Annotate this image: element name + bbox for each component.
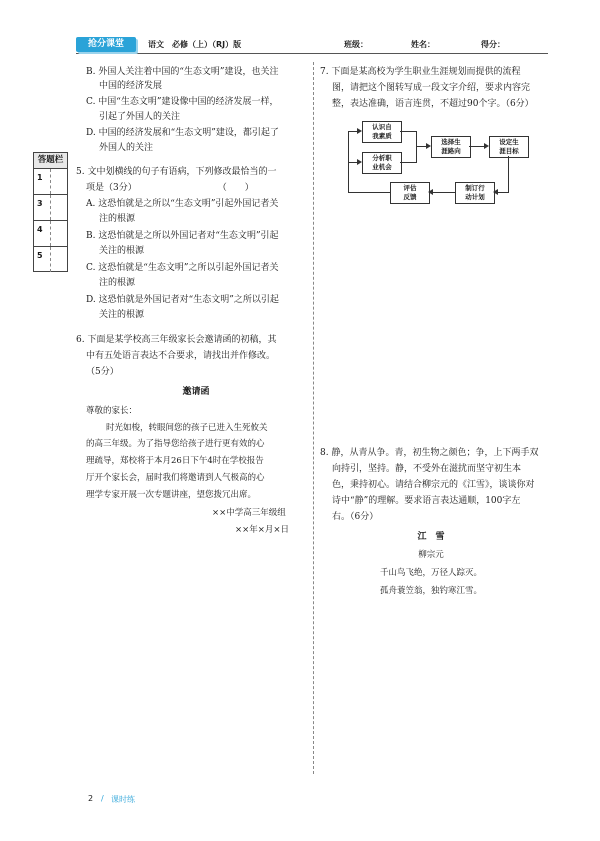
- answer-box-title: 答题栏: [34, 153, 67, 169]
- footer-separator: /: [101, 794, 104, 803]
- q5-option-d: D. 这恐怕就是外国记者对“生态文明”之所以引起: [86, 295, 279, 305]
- letter-title: 邀请函: [182, 387, 210, 397]
- q5-option-c-cont: 注的根源: [99, 278, 136, 288]
- q6-score: （5分）: [86, 367, 119, 377]
- q5-option-a-cont: 注的根源: [99, 214, 136, 224]
- q8-stem-cont: 向持引，坚持。静，不受外在滋扰而坚守初生本: [332, 464, 522, 474]
- footer-label: 课时练: [111, 795, 135, 804]
- answer-row[interactable]: [34, 221, 67, 247]
- answer-row-number: 3: [37, 199, 43, 208]
- score-label: 得分：: [481, 40, 505, 49]
- letter-line: 厅开个家长会，届时我们将邀请到人气极高的心: [86, 473, 265, 483]
- letter-sender: ××中学高三年级组: [212, 508, 286, 518]
- flow-box-evaluate-feedback: 评估 反馈: [390, 182, 430, 204]
- answer-row[interactable]: [34, 195, 67, 221]
- q7-stem-cont: 整，表达准确，语言连贯，不超过90个字。（6分）: [332, 99, 534, 109]
- q4-option-d-cont: 外国人的关注: [99, 143, 154, 153]
- q8-stem-cont: 右。（6分）: [332, 512, 379, 522]
- q4-option-c: C. 中国“生态文明”建设像中国的经济发展一样，: [86, 97, 279, 107]
- q5-option-b-cont: 关注的根源: [99, 246, 145, 256]
- q4-option-b: B. 外国人关注着中国的“生态文明”建设，也关注: [86, 67, 279, 77]
- answer-row-number: 1: [37, 173, 43, 182]
- q4-option-c-cont: 引起了外国人的关注: [99, 112, 181, 122]
- poem-author: 柳宗元: [418, 550, 444, 560]
- poem-line: 孤舟蓑笠翁，独钓寒江雪。: [379, 586, 482, 596]
- letter-line: 的高三年级。为了指导您给孩子进行更有效的心: [86, 439, 265, 449]
- q5-stem-cont: 项是（3分） （ ）: [86, 183, 254, 193]
- column-divider: [313, 62, 314, 774]
- q5-option-c: C. 这恐怕就是“生态文明”之所以引起外国记者关: [86, 263, 279, 273]
- flow-box-action-plan: 制订行 动计划: [455, 182, 495, 204]
- page-number: 2: [88, 794, 94, 803]
- brand-badge: 抢分课堂: [76, 37, 136, 52]
- q5-option-d-cont: 关注的根源: [99, 310, 145, 320]
- flow-box-choose-path: 选择生 涯路向: [431, 136, 471, 158]
- answer-row-number: 5: [37, 251, 43, 260]
- q4-option-b-cont: 中国的经济发展: [99, 81, 163, 91]
- q7-stem-cont: 图，请把这个图转写成一段文字介绍，要求内容完: [332, 83, 531, 93]
- letter-line: 时光如梭，转眼间您的孩子已进入生死攸关: [106, 423, 268, 433]
- answer-row[interactable]: [34, 169, 67, 195]
- subject-label: 语文 必修（上）（RJ）版: [148, 40, 242, 49]
- page-header: [76, 37, 548, 54]
- poem-title: 江 雪: [417, 532, 445, 542]
- flow-box-self-awareness: 认识自 我素质: [362, 121, 402, 143]
- answer-row-number: 4: [37, 225, 43, 234]
- letter-line: 理疏导，郑校将于本月26日下午4时在学校报告: [86, 456, 264, 466]
- q5-option-b: B. 这恐怕就是之所以外国记者对“生态文明”引起: [86, 231, 279, 241]
- q6-stem-cont: 中有五处语言表达不合要求，请找出并作修改。: [86, 351, 276, 361]
- class-label: 班级：: [344, 40, 368, 49]
- poem-line: 千山鸟飞绝，万径人踪灭。: [379, 568, 482, 578]
- q4-option-d: D. 中国的经济发展和“生态文明”建设，都引起了: [86, 128, 279, 138]
- flow-box-set-goal: 设定生 涯目标: [489, 136, 529, 158]
- q5-option-a: A. 这恐怕就是之所以“生态文明”引起外国记者关: [86, 199, 279, 209]
- answer-row[interactable]: [34, 247, 67, 272]
- q8-stem: 8. 静，从青从争。青，初生物之颜色；争，上下两手双: [320, 448, 539, 458]
- letter-salutation: 尊敬的家长：: [86, 406, 138, 416]
- q8-stem-cont: 诗中“静”的理解。要求语言表达通顺，100字左: [332, 496, 521, 506]
- answer-box: [33, 152, 68, 272]
- name-label: 姓名：: [411, 40, 435, 49]
- letter-line: 理学专家开展一次专题讲座，望您拨冗出席。: [86, 490, 257, 500]
- q7-stem: 7. 下面是某高校为学生职业生涯规划而提供的流程: [320, 67, 521, 77]
- letter-date: ××年×月×日: [235, 525, 289, 535]
- q8-stem-cont: 色，秉持初心。请结合柳宗元的《江雪》，谈谈你对: [332, 480, 535, 490]
- q5-stem: 5. 文中划横线的句子有语病，下列修改最恰当的一: [76, 167, 277, 177]
- q6-stem: 6. 下面是某学校高三年级家长会邀请函的初稿，其: [76, 335, 277, 345]
- flow-box-analyze-opportunity: 分析职 业机会: [362, 152, 402, 174]
